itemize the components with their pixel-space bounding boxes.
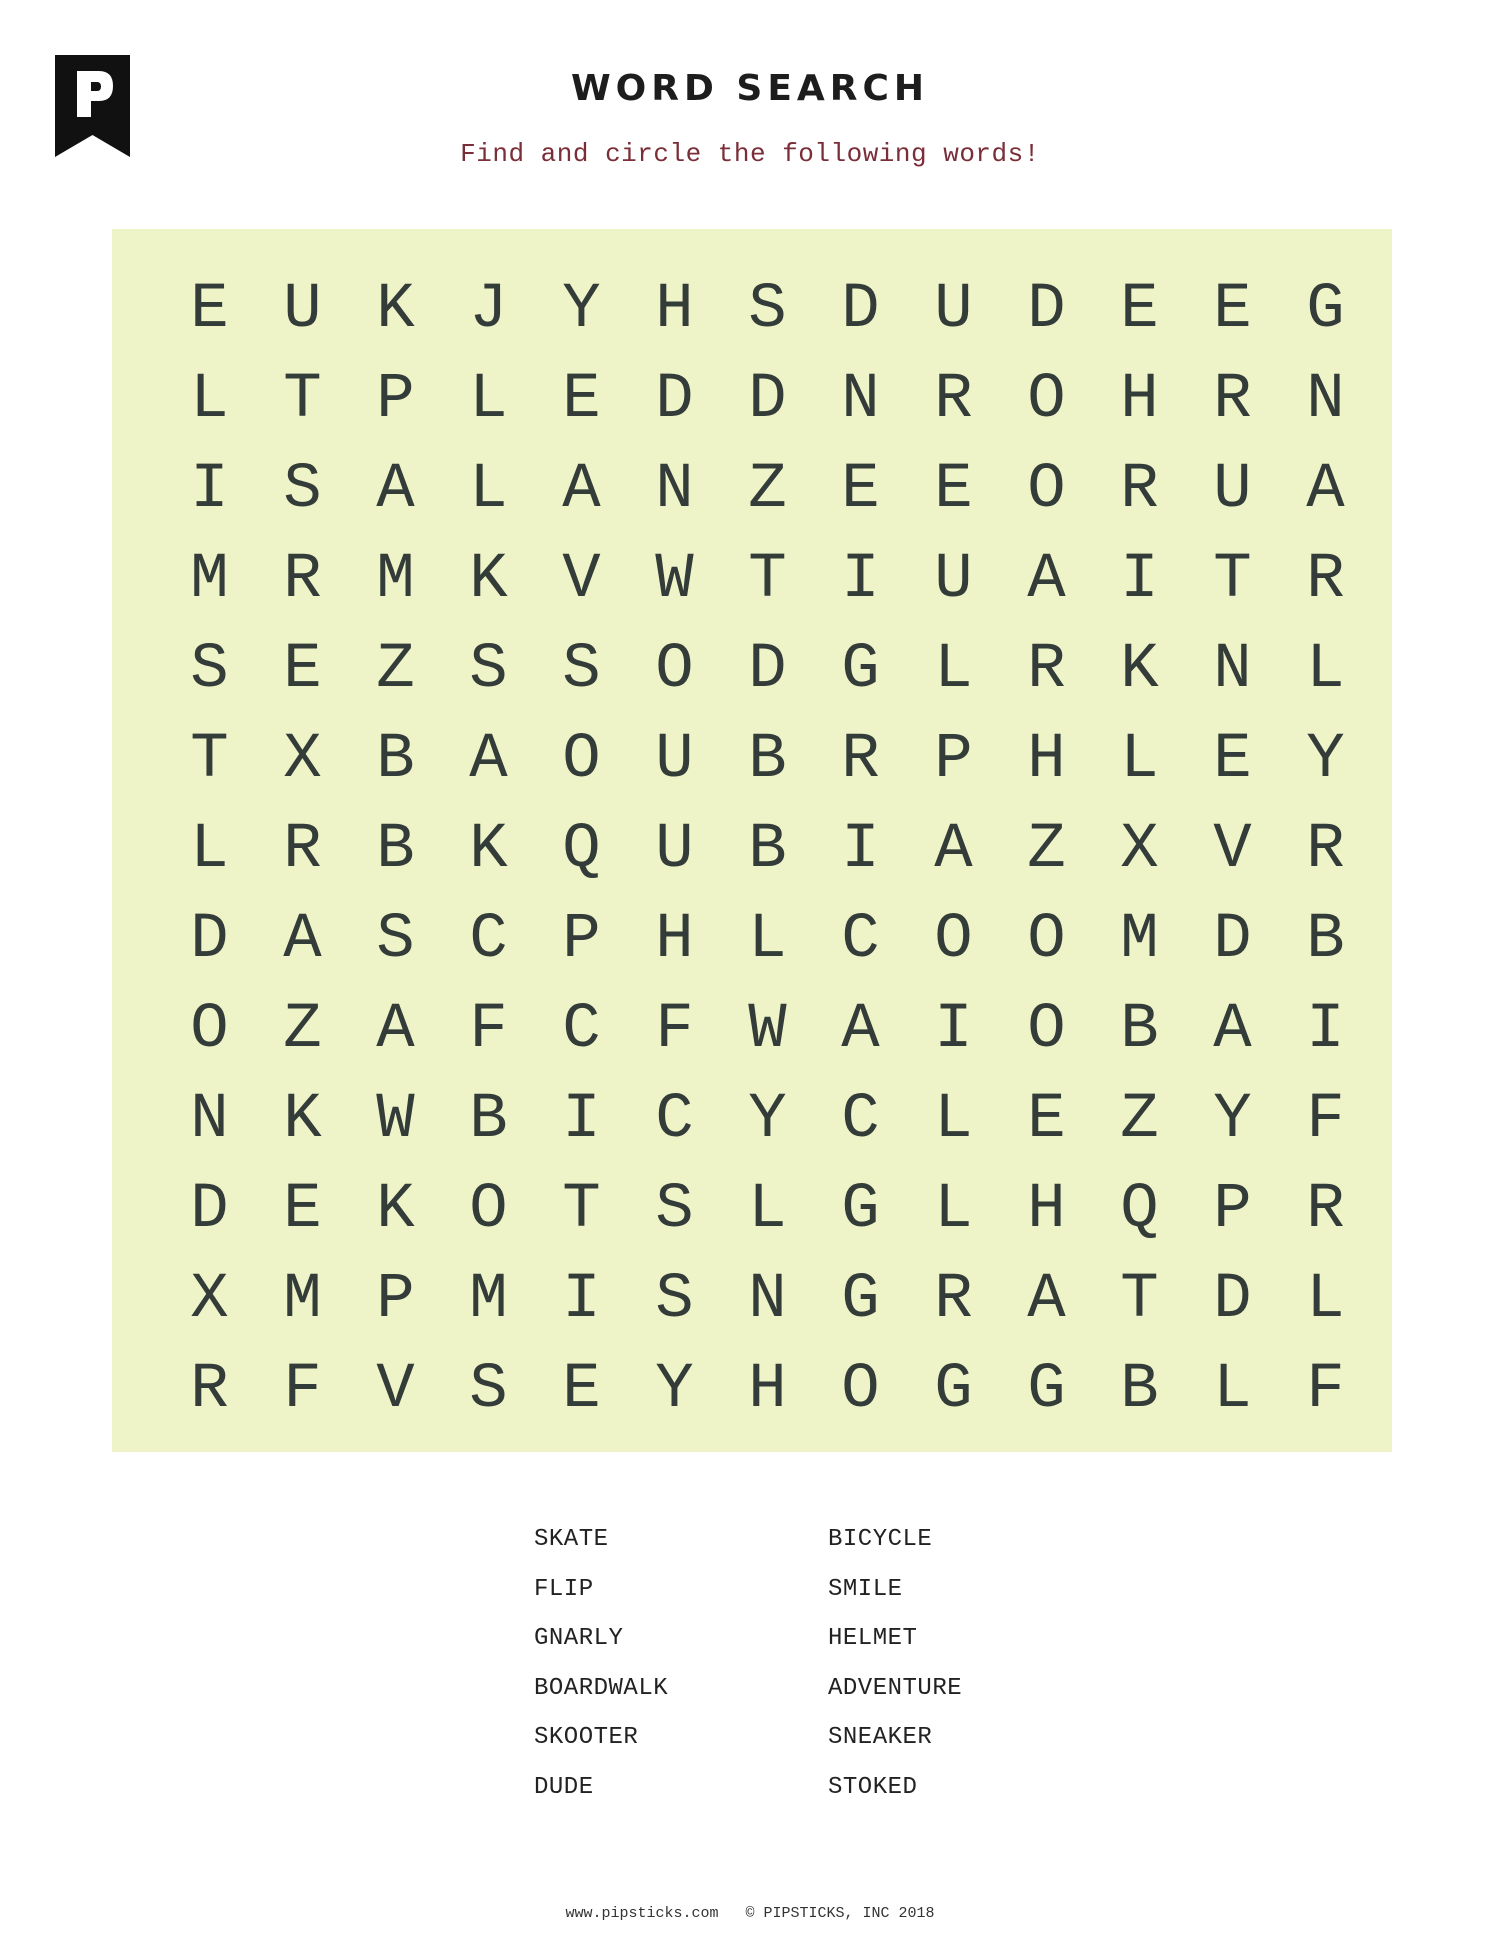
grid-letter[interactable]: I: [841, 814, 880, 886]
grid-letter[interactable]: A: [1027, 544, 1066, 616]
grid-letter[interactable]: D: [748, 634, 787, 706]
instructions-subtitle: Find and circle the following words!: [460, 139, 1040, 169]
grid-letter[interactable]: D: [1027, 274, 1066, 346]
grid-letter[interactable]: L: [1306, 634, 1345, 706]
grid-letter[interactable]: L: [934, 1174, 973, 1246]
grid-letter[interactable]: S: [748, 274, 787, 346]
grid-letter[interactable]: Y: [562, 274, 601, 346]
grid-letter[interactable]: F: [1306, 1084, 1345, 1156]
grid-letter[interactable]: P: [376, 1264, 415, 1336]
grid-letter[interactable]: S: [190, 634, 229, 706]
grid-letter[interactable]: E: [1213, 274, 1252, 346]
word-list-item: BOARDWALK: [534, 1674, 669, 1702]
word-list-item: SNEAKER: [828, 1724, 933, 1751]
grid-letter[interactable]: A: [376, 994, 415, 1066]
grid-letter[interactable]: O: [562, 724, 601, 796]
word-list-item: GNARLY: [534, 1625, 624, 1652]
grid-letter[interactable]: N: [1213, 634, 1252, 706]
grid-letter[interactable]: U: [283, 274, 322, 346]
grid-letter[interactable]: A: [1306, 454, 1345, 526]
grid-letter[interactable]: U: [1213, 454, 1252, 526]
grid-letter[interactable]: L: [748, 904, 787, 976]
grid-letter[interactable]: E: [1120, 274, 1159, 346]
grid-letter[interactable]: V: [562, 544, 601, 616]
grid-letter[interactable]: O: [1027, 364, 1066, 436]
grid-letter[interactable]: Z: [748, 454, 787, 526]
grid-letter[interactable]: E: [934, 454, 973, 526]
grid-letter[interactable]: F: [655, 994, 694, 1066]
grid-letter[interactable]: Q: [562, 814, 601, 886]
word-list-item: SKATE: [534, 1526, 609, 1553]
grid-letter[interactable]: C: [469, 904, 508, 976]
grid-letter[interactable]: B: [1120, 1354, 1159, 1426]
grid-letter[interactable]: L: [190, 364, 229, 436]
footer: [0, 1905, 1500, 1922]
grid-letter[interactable]: G: [1306, 274, 1345, 346]
grid-letter[interactable]: H: [748, 1354, 787, 1426]
grid-letter[interactable]: B: [748, 724, 787, 796]
grid-letter[interactable]: O: [934, 904, 973, 976]
grid-letter[interactable]: R: [934, 1264, 973, 1336]
grid-letter[interactable]: S: [376, 904, 415, 976]
grid-letter[interactable]: S: [655, 1264, 694, 1336]
grid-letter[interactable]: K: [376, 1174, 415, 1246]
grid-letter[interactable]: M: [283, 1264, 322, 1336]
grid-letter[interactable]: O: [1027, 904, 1066, 976]
grid-letter[interactable]: C: [562, 994, 601, 1066]
grid-letter[interactable]: D: [190, 1174, 229, 1246]
grid-letter[interactable]: R: [1306, 814, 1345, 886]
word-list-item: ADVENTURE: [828, 1674, 963, 1702]
grid-letter[interactable]: X: [1120, 814, 1159, 886]
grid-letter[interactable]: O: [190, 994, 229, 1066]
grid-letter[interactable]: W: [376, 1084, 415, 1156]
word-list-item: STOKED: [828, 1773, 918, 1801]
grid-letter[interactable]: L: [469, 454, 508, 526]
grid-letter[interactable]: H: [1027, 724, 1066, 796]
grid-letter[interactable]: H: [1120, 364, 1159, 436]
grid-letter[interactable]: L: [934, 1084, 973, 1156]
grid-letter[interactable]: T: [748, 544, 787, 616]
footer-copyright: © PIPSTICKS, INC 2018: [745, 1905, 935, 1922]
grid-letter[interactable]: T: [190, 724, 229, 796]
grid-letter[interactable]: O: [1027, 454, 1066, 526]
grid-letter[interactable]: B: [376, 724, 415, 796]
grid-letter[interactable]: L: [748, 1174, 787, 1246]
grid-letter[interactable]: T: [1120, 1264, 1159, 1336]
grid-letter[interactable]: K: [469, 544, 508, 616]
grid-letter[interactable]: L: [1213, 1354, 1252, 1426]
grid-letter[interactable]: A: [376, 454, 415, 526]
grid-letter[interactable]: N: [748, 1264, 787, 1336]
letter-grid: [190, 265, 1418, 1435]
footer-website[interactable]: www.pipsticks.com: [565, 1905, 719, 1922]
grid-letter[interactable]: H: [655, 904, 694, 976]
grid-letter[interactable]: K: [1120, 634, 1159, 706]
grid-letter[interactable]: Y: [748, 1084, 787, 1156]
grid-letter[interactable]: O: [841, 1354, 880, 1426]
grid-letter[interactable]: B: [1306, 904, 1345, 976]
grid-letter[interactable]: O: [1027, 994, 1066, 1066]
grid-letter[interactable]: D: [748, 364, 787, 436]
word-list-item: SKOOTER: [534, 1724, 639, 1751]
grid-letter[interactable]: V: [376, 1354, 415, 1426]
grid-letter[interactable]: U: [655, 724, 694, 796]
word-list-item: SMILE: [828, 1575, 903, 1603]
grid-letter[interactable]: D: [1213, 1264, 1252, 1336]
grid-letter[interactable]: P: [1213, 1174, 1252, 1246]
grid-letter[interactable]: K: [376, 274, 415, 346]
grid-letter[interactable]: C: [841, 1084, 880, 1156]
grid-letter[interactable]: E: [283, 634, 322, 706]
grid-letter[interactable]: E: [1213, 724, 1252, 796]
grid-letter[interactable]: N: [1306, 364, 1345, 436]
grid-letter[interactable]: Y: [655, 1354, 694, 1426]
grid-letter[interactable]: A: [934, 814, 973, 886]
grid-letter[interactable]: Z: [1120, 1084, 1159, 1156]
grid-letter[interactable]: I: [1306, 994, 1345, 1066]
grid-letter[interactable]: R: [841, 724, 880, 796]
grid-letter[interactable]: G: [841, 1174, 880, 1246]
grid-letter[interactable]: B: [748, 814, 787, 886]
grid-letter[interactable]: E: [190, 274, 229, 346]
grid-letter[interactable]: F: [1306, 1354, 1345, 1426]
grid-letter[interactable]: X: [190, 1264, 229, 1336]
grid-letter[interactable]: A: [469, 724, 508, 796]
grid-letter[interactable]: G: [934, 1354, 973, 1426]
grid-letter[interactable]: E: [841, 454, 880, 526]
grid-letter[interactable]: F: [283, 1354, 322, 1426]
grid-letter[interactable]: B: [1120, 994, 1159, 1066]
grid-letter[interactable]: W: [748, 994, 787, 1066]
grid-letter[interactable]: I: [562, 1084, 601, 1156]
grid-letter[interactable]: R: [190, 1354, 229, 1426]
grid-letter[interactable]: N: [655, 454, 694, 526]
grid-letter[interactable]: R: [934, 364, 973, 436]
grid-letter[interactable]: K: [469, 814, 508, 886]
grid-letter[interactable]: S: [283, 454, 322, 526]
grid-letter[interactable]: R: [1027, 634, 1066, 706]
grid-letter[interactable]: L: [1306, 1264, 1345, 1336]
grid-letter[interactable]: L: [469, 364, 508, 436]
grid-letter[interactable]: A: [562, 454, 601, 526]
grid-letter[interactable]: M: [190, 544, 229, 616]
grid-letter[interactable]: R: [1306, 544, 1345, 616]
grid-letter[interactable]: L: [1120, 724, 1159, 796]
grid-letter[interactable]: A: [841, 994, 880, 1066]
grid-letter[interactable]: H: [1027, 1174, 1066, 1246]
grid-letter[interactable]: T: [1213, 544, 1252, 616]
grid-letter[interactable]: A: [283, 904, 322, 976]
grid-letter[interactable]: N: [190, 1084, 229, 1156]
grid-letter[interactable]: T: [283, 364, 322, 436]
grid-letter[interactable]: E: [283, 1174, 322, 1246]
grid-letter[interactable]: S: [562, 634, 601, 706]
grid-letter[interactable]: I: [841, 544, 880, 616]
grid-letter[interactable]: W: [655, 544, 694, 616]
grid-letter[interactable]: Q: [1120, 1174, 1159, 1246]
grid-letter[interactable]: E: [1027, 1084, 1066, 1156]
grid-letter[interactable]: S: [655, 1174, 694, 1246]
grid-letter[interactable]: R: [283, 544, 322, 616]
grid-letter[interactable]: I: [934, 994, 973, 1066]
grid-letter[interactable]: L: [190, 814, 229, 886]
grid-letter[interactable]: Z: [376, 634, 415, 706]
grid-letter[interactable]: G: [841, 1264, 880, 1336]
grid-letter[interactable]: K: [283, 1084, 322, 1156]
grid-letter[interactable]: C: [655, 1084, 694, 1156]
grid-letter[interactable]: D: [1213, 904, 1252, 976]
grid-letter[interactable]: E: [562, 1354, 601, 1426]
grid-letter[interactable]: Y: [1306, 724, 1345, 796]
grid-letter[interactable]: O: [469, 1174, 508, 1246]
grid-letter[interactable]: Z: [1027, 814, 1066, 886]
grid-letter[interactable]: S: [469, 1354, 508, 1426]
grid-letter[interactable]: D: [190, 904, 229, 976]
grid-letter[interactable]: R: [283, 814, 322, 886]
word-list-item: BICYCLE: [828, 1526, 933, 1553]
grid-letter[interactable]: T: [562, 1174, 601, 1246]
grid-letter[interactable]: H: [655, 274, 694, 346]
grid-letter[interactable]: M: [1120, 904, 1159, 976]
grid-letter[interactable]: U: [934, 274, 973, 346]
grid-letter[interactable]: D: [841, 274, 880, 346]
grid-letter[interactable]: P: [376, 364, 415, 436]
page-title: WORD SEARCH: [570, 68, 930, 109]
word-search-puzzle: [112, 229, 1392, 1452]
grid-letter[interactable]: Y: [1213, 1084, 1252, 1156]
grid-letter[interactable]: D: [655, 364, 694, 436]
grid-letter[interactable]: A: [1213, 994, 1252, 1066]
grid-letter[interactable]: O: [655, 634, 694, 706]
word-list: [534, 1515, 1028, 1812]
grid-letter[interactable]: U: [934, 544, 973, 616]
grid-letter[interactable]: V: [1213, 814, 1252, 886]
grid-letter[interactable]: G: [1027, 1354, 1066, 1426]
grid-letter[interactable]: L: [934, 634, 973, 706]
grid-letter[interactable]: J: [469, 274, 508, 346]
grid-letter[interactable]: S: [469, 634, 508, 706]
grid-letter[interactable]: R: [1120, 454, 1159, 526]
grid-letter[interactable]: E: [562, 364, 601, 436]
grid-letter[interactable]: U: [655, 814, 694, 886]
grid-letter[interactable]: A: [1027, 1264, 1066, 1336]
grid-letter[interactable]: I: [1120, 544, 1159, 616]
grid-letter[interactable]: I: [190, 454, 229, 526]
word-list-item: HELMET: [828, 1625, 918, 1652]
grid-letter[interactable]: X: [283, 724, 322, 796]
grid-letter[interactable]: I: [562, 1264, 601, 1336]
grid-letter[interactable]: R: [1306, 1174, 1345, 1246]
grid-letter[interactable]: B: [469, 1084, 508, 1156]
grid-letter[interactable]: P: [562, 904, 601, 976]
grid-letter[interactable]: G: [841, 634, 880, 706]
grid-letter[interactable]: P: [934, 724, 973, 796]
grid-letter[interactable]: C: [841, 904, 880, 976]
grid-letter[interactable]: Z: [283, 994, 322, 1066]
grid-letter[interactable]: F: [469, 994, 508, 1066]
grid-letter[interactable]: N: [841, 364, 880, 436]
grid-letter[interactable]: M: [469, 1264, 508, 1336]
grid-letter[interactable]: B: [376, 814, 415, 886]
word-list-item: FLIP: [534, 1575, 594, 1603]
word-list-item: DUDE: [534, 1773, 594, 1801]
grid-letter[interactable]: M: [376, 544, 415, 616]
grid-letter[interactable]: R: [1213, 364, 1252, 436]
